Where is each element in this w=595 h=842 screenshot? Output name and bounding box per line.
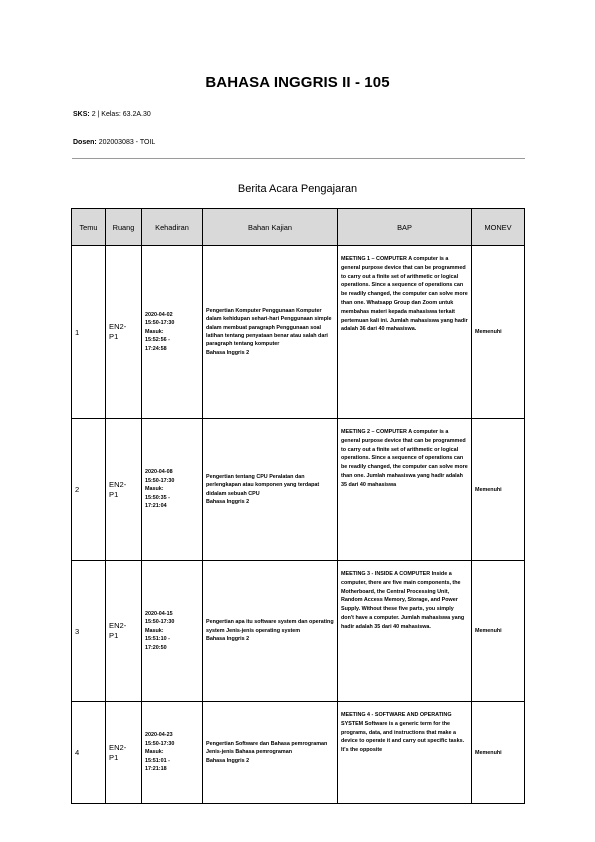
cell-monev: Memenuhi <box>472 419 525 561</box>
cell-kehadiran: 2020-04-23 15:50-17:30 Masuk: 15:51:01 - 17:21:18 <box>142 702 203 804</box>
dosen-value: 202003083 - TOIL <box>98 139 156 146</box>
dosen-label: Dosen: <box>73 139 97 146</box>
cell-bahan-kajian: Pengertian Komputer Penggunaan Komputer dalam kehidupan sehari-hari Penggunaan simple dalam membuat paragraph Penggunaan soal latihan tentang penyataan benar atau salah dari paragraph tentang komputer Bahasa Inggris 2 <box>203 246 338 419</box>
cell-bahan-kajian: Pengertian apa itu software system dan operating system Jenis-jenis operating system Bahasa Inggris 2 <box>203 561 338 702</box>
teaching-report-table <box>71 208 525 804</box>
cell-temu: 2 <box>72 419 106 561</box>
kelas-value: 63.2A.30 <box>122 111 151 118</box>
header-bahan-kajian: Bahan Kajian <box>203 209 338 246</box>
document-title: BAHASA INGGRIS II - 105 <box>205 74 390 91</box>
cell-ruang: EN2- P1 <box>106 702 142 804</box>
header-kehadiran: Kehadiran <box>142 209 203 246</box>
header-temu: Temu <box>72 209 106 246</box>
cell-temu: 4 <box>72 702 106 804</box>
cell-monev: Memenuhi <box>472 561 525 702</box>
cell-kehadiran: 2020-04-15 15:50-17:30 Masuk: 15:51:10 - 17:20:50 <box>142 561 203 702</box>
lecturer-meta <box>73 139 155 146</box>
cell-ruang: EN2- P1 <box>106 561 142 702</box>
table-row <box>72 702 525 804</box>
cell-bap: MEETING 3 - INSIDE A COMPUTER Inside a computer, there are five main components, the Motherboard, the Central Processing Unit, Random Access Memory, Storage, and Power Supply. Without these five parts, you simply don't have a computer. Jumlah mahasiswa yang hadir adalah 35 dari 40 mahasiswa. <box>338 561 472 702</box>
sks-value: 2 <box>91 111 96 118</box>
header-bap: BAP <box>338 209 472 246</box>
header-ruang: Ruang <box>106 209 142 246</box>
cell-bahan-kajian: Pengertian tentang CPU Peralatan dan perlengkapan atau komponen yang terdapat didalam sebuah CPU Bahasa Inggris 2 <box>203 419 338 561</box>
cell-bap: MEETING 2 – COMPUTER A computer is a general purpose device that can be programmed to carry out a finite set of arithmetic or logical operations. Since a sequence of operations can be readily changed, the computer can solve more than one. Jumlah mahasiswa yang hadir adalah 35 dari 40 mahasiswa <box>338 419 472 561</box>
cell-temu: 3 <box>72 561 106 702</box>
table-row <box>72 419 525 561</box>
table-row <box>72 561 525 702</box>
cell-bap: MEETING 4 - SOFTWARE AND OPERATING SYSTEM Software is a generic term for the programs, data, and instructions that make a device to operate it and carry out specific tasks. It's the opposite <box>338 702 472 804</box>
cell-monev: Memenuhi <box>472 246 525 419</box>
cell-monev: Memenuhi <box>472 702 525 804</box>
cell-kehadiran: 2020-04-08 15:50-17:30 Masuk: 15:50:35 - 17:21:04 <box>142 419 203 561</box>
table-header-row <box>72 209 525 246</box>
header-monev: MONEV <box>472 209 525 246</box>
cell-ruang: EN2- P1 <box>106 419 142 561</box>
cell-kehadiran: 2020-04-02 15:50-17:30 Masuk: 15:52:56 - 17:24:58 <box>142 246 203 419</box>
sks-label: SKS: <box>73 111 90 118</box>
kelas-label: | Kelas: <box>97 111 121 118</box>
cell-bahan-kajian: Pengertian Software dan Bahasa pemrograman Jenis-jenis Bahasa pemrograman Bahasa Inggris 2 <box>203 702 338 804</box>
course-meta <box>73 111 151 118</box>
table-row <box>72 246 525 419</box>
section-title: Berita Acara Pengajaran <box>237 183 358 195</box>
cell-ruang: EN2- P1 <box>106 246 142 419</box>
divider <box>72 158 525 159</box>
cell-bap: MEETING 1 – COMPUTER A computer is a general purpose device that can be programmed to carry out a finite set of arithmetic or logical operations. Since a sequence of operations can be readily changed, the computer can solve more than one. Whatsapp Group dan Zoom untuk membahas materi kepada mahasiswa terkait pertemuan kali ini. Jumlah mahasiswa yang hadir adalah 36 dari 40 mahasiswa. <box>338 246 472 419</box>
cell-temu: 1 <box>72 246 106 419</box>
